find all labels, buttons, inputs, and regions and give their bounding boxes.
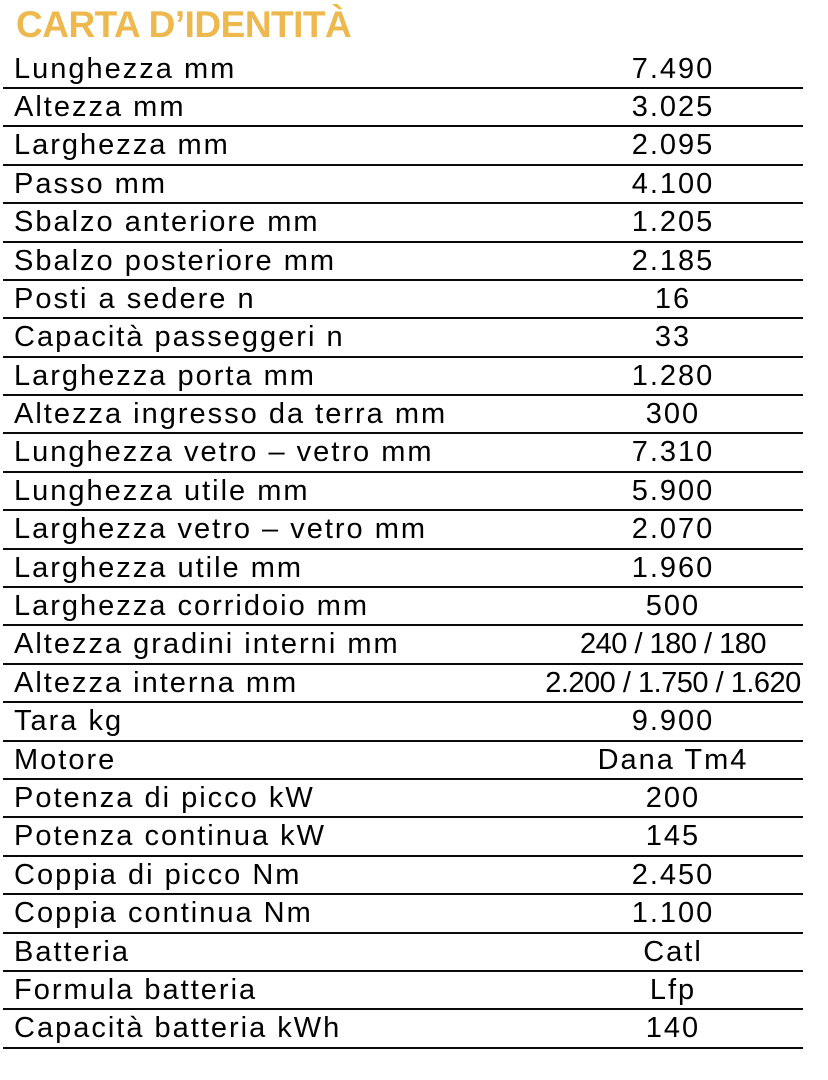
table-row	[3, 511, 803, 549]
table-row	[3, 127, 803, 165]
spec-label: Larghezza vetro – vetro mm	[14, 513, 428, 546]
spec-label: Passo mm	[14, 167, 167, 200]
spec-label: Capacità batteria kWh	[14, 1012, 342, 1045]
table-row	[3, 665, 803, 703]
table-row	[3, 626, 803, 664]
table-row	[3, 934, 803, 972]
spec-label: Altezza mm	[14, 90, 186, 123]
spec-label: Motore	[14, 743, 117, 776]
spec-label: Formula batteria	[14, 973, 258, 1006]
table-row	[3, 742, 803, 780]
spec-value: 300	[645, 398, 701, 431]
spec-value: 4.100	[631, 167, 715, 200]
spec-value: 7.310	[631, 436, 715, 469]
table-row	[3, 703, 803, 741]
spec-label: Capacità passeggeri n	[14, 321, 345, 354]
table-row	[3, 473, 803, 511]
spec-value: 1.960	[631, 551, 715, 584]
spec-table	[3, 51, 803, 1049]
spec-value: 1.205	[631, 206, 715, 239]
spec-value: 500	[645, 590, 701, 623]
spec-label: Altezza ingresso da terra mm	[14, 398, 448, 431]
table-row	[3, 358, 803, 396]
spec-label: Altezza gradini interni mm	[14, 628, 400, 661]
spec-label: Larghezza porta mm	[14, 359, 316, 392]
table-row	[3, 204, 803, 242]
table-row	[3, 818, 803, 856]
spec-value: Lfp	[649, 973, 697, 1006]
spec-value: 1.280	[631, 359, 715, 392]
spec-value: Catl	[643, 935, 703, 968]
table-row	[3, 588, 803, 626]
table-row	[3, 895, 803, 933]
spec-label: Larghezza utile mm	[14, 551, 304, 584]
spec-value: 240 / 180 / 180	[580, 628, 766, 661]
spec-value: 3.025	[631, 90, 715, 123]
spec-label: Lunghezza mm	[14, 52, 237, 85]
table-row	[3, 396, 803, 434]
table-row	[3, 550, 803, 588]
spec-value: 2.095	[631, 129, 715, 162]
table-row	[3, 166, 803, 204]
spec-label: Larghezza corridoio mm	[14, 590, 370, 623]
spec-value: 9.900	[631, 705, 715, 738]
spec-label: Coppia continua Nm	[14, 897, 313, 930]
table-row	[3, 780, 803, 818]
spec-label: Batteria	[14, 935, 130, 968]
spec-label: Sbalzo anteriore mm	[14, 206, 320, 239]
spec-label: Posti a sedere n	[14, 282, 256, 315]
table-row	[3, 972, 803, 1010]
spec-value: 2.450	[631, 858, 715, 891]
spec-value: 2.070	[631, 513, 715, 546]
spec-value: 200	[645, 781, 701, 814]
spec-label: Altezza interna mm	[14, 666, 299, 699]
spec-label: Lunghezza utile mm	[14, 474, 310, 507]
table-row	[3, 243, 803, 281]
table-row	[3, 319, 803, 357]
spec-value: 140	[645, 1012, 701, 1045]
table-row	[3, 89, 803, 127]
page-title: CARTA D’IDENTITÀ	[16, 4, 352, 45]
table-row	[3, 51, 803, 89]
spec-value: 16	[654, 282, 692, 315]
spec-value: 145	[645, 820, 701, 853]
spec-value: 2.185	[631, 244, 715, 277]
spec-value: Dana Tm4	[597, 743, 749, 776]
table-row	[3, 857, 803, 895]
spec-value: 33	[654, 321, 692, 354]
spec-label: Potenza continua kW	[14, 820, 327, 853]
table-row	[3, 434, 803, 472]
spec-value: 5.900	[631, 474, 715, 507]
spec-value: 7.490	[631, 52, 715, 85]
spec-value: 1.100	[631, 897, 715, 930]
spec-value: 2.200 / 1.750 / 1.620	[545, 666, 801, 699]
spec-label: Sbalzo posteriore mm	[14, 244, 337, 277]
spec-label: Lunghezza vetro – vetro mm	[14, 436, 434, 469]
spec-label: Potenza di picco kW	[14, 781, 315, 814]
spec-label: Larghezza mm	[14, 129, 230, 162]
table-row	[3, 1010, 803, 1048]
spec-label: Tara kg	[14, 705, 124, 738]
spec-label: Coppia di picco Nm	[14, 858, 302, 891]
table-row	[3, 281, 803, 319]
